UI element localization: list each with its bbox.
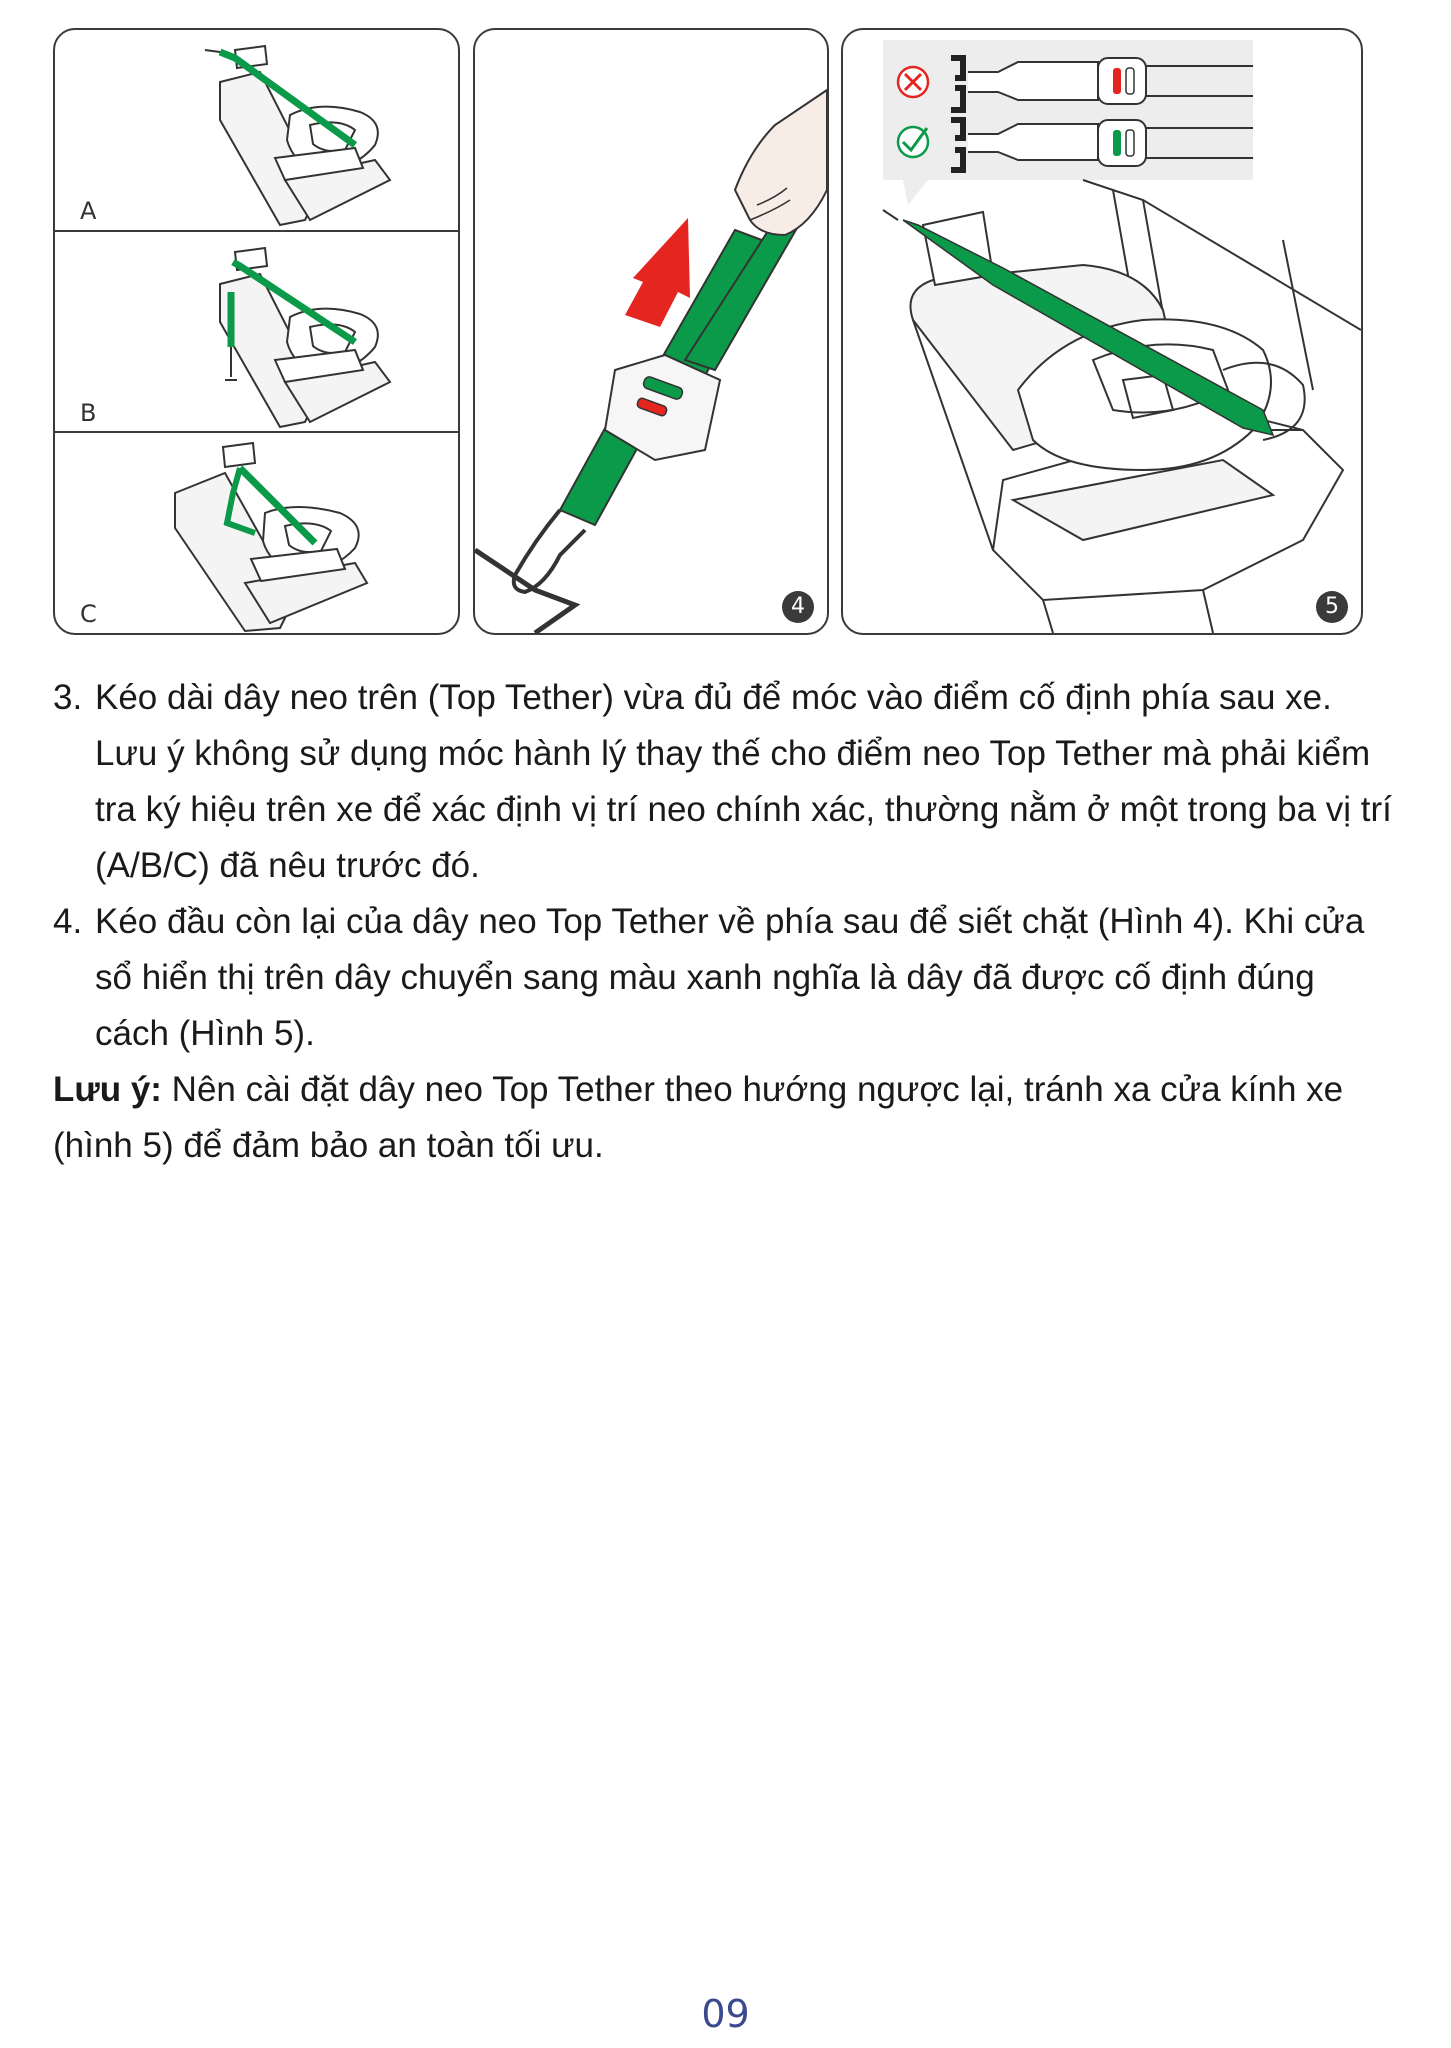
label-a: A: [80, 197, 97, 225]
note: [53, 1062, 1393, 1174]
step-4: [53, 894, 1393, 1062]
step-text: Kéo đầu còn lại của dây neo Top Tether về phía sau để siết chặt (Hình 4). Khi cửa sổ hiển thị trên dây chuyển sang màu xanh nghĩa là dây đã được cố định đúng cách (Hình 5).: [95, 902, 1365, 1053]
seat-illustration-a: [55, 30, 458, 231]
scene-b: [55, 232, 458, 433]
step-number: 4.: [53, 902, 83, 941]
scene-a: [55, 30, 458, 231]
cross-icon: [898, 67, 928, 97]
tether-anchor-positions-panel: [53, 28, 460, 635]
figure-number-5: 5: [1316, 591, 1348, 623]
scene-c: [55, 433, 458, 634]
check-icon: [898, 127, 928, 157]
figure-4-panel: [473, 28, 829, 635]
label-b: B: [80, 399, 97, 427]
label-c: C: [80, 600, 97, 628]
figure-5-panel: [841, 28, 1363, 635]
figure-number-4: 4: [782, 591, 814, 623]
note-label: Lưu ý:: [53, 1070, 162, 1109]
installed-tether-illustration: [843, 30, 1361, 633]
seat-illustration-c: [55, 433, 458, 634]
tighten-strap-illustration: [475, 30, 827, 633]
note-text: Nên cài đặt dây neo Top Tether theo hướng ngược lại, tránh xa cửa kính xe (hình 5) để đảm bảo an toàn tối ưu.: [53, 1070, 1344, 1165]
page-number: 09: [701, 1992, 750, 2036]
step-number: 3.: [53, 678, 83, 717]
step-3: [53, 670, 1393, 894]
pull-arrow-icon: [625, 218, 690, 327]
instruction-text: [53, 670, 1393, 1174]
seat-illustration-b: [55, 232, 458, 433]
step-text: Kéo dài dây neo trên (Top Tether) vừa đủ để móc vào điểm cố định phía sau xe. Lưu ý không sử dụng móc hành lý thay thế cho điểm neo Top Tether mà phải kiểm tra ký hiệu trên xe để xác định vị trí neo chính xác, thường nằm ở một trong ba vị trí (A/B/C) đã nêu trước đó.: [95, 678, 1392, 885]
